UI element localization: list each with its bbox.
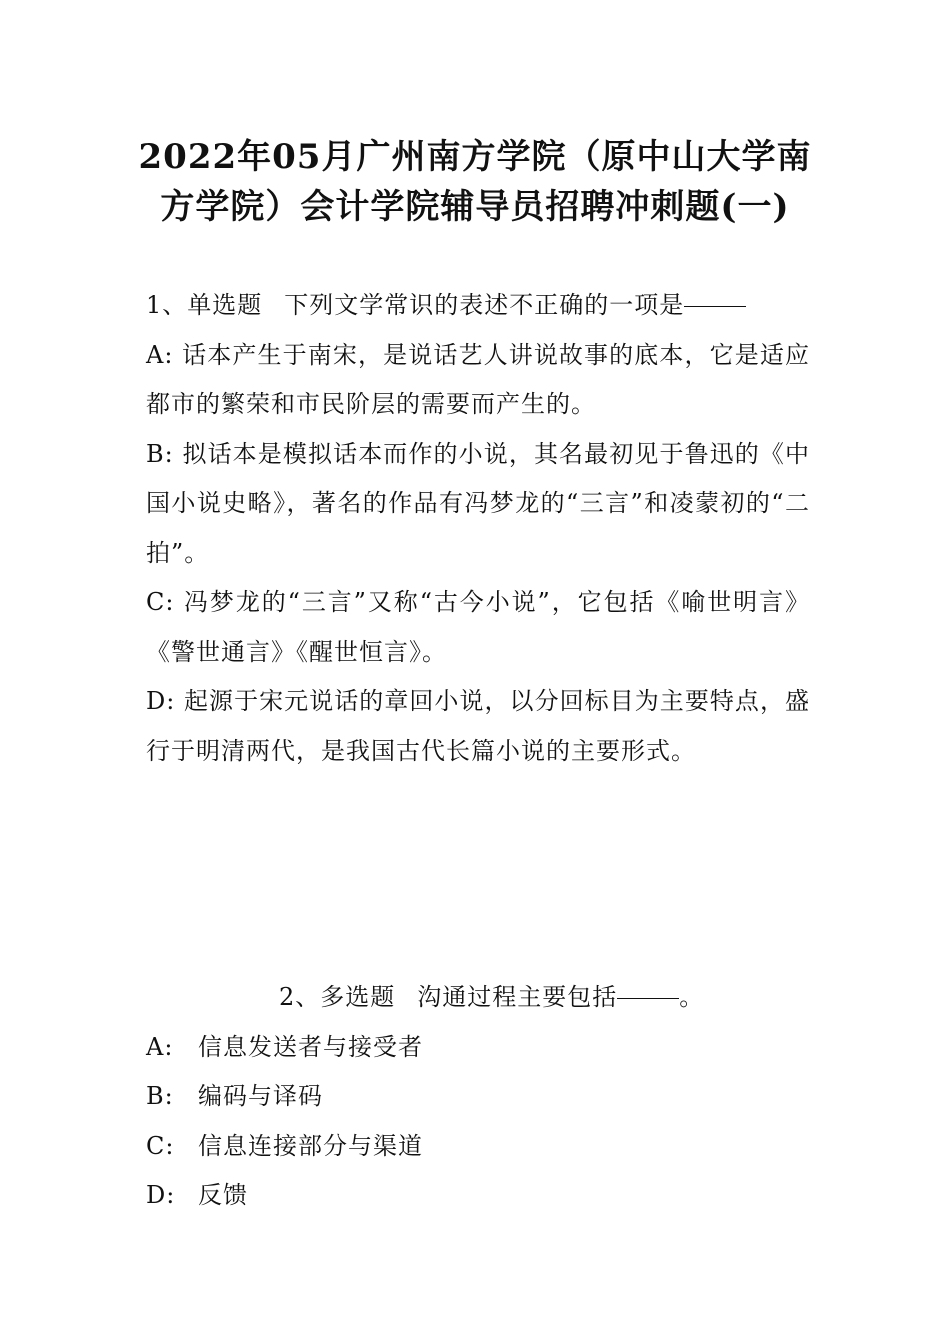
question-1-stem	[146, 281, 810, 331]
option-key: A:	[146, 340, 174, 369]
question-1-number: 1、单选题	[146, 291, 263, 319]
option-text: 冯梦龙的“三言”又称“古今小说”，它包括《喻世明言》《警世通言》《醒世恒言》。	[146, 588, 810, 666]
question-1-option-c	[146, 578, 810, 677]
question-1-text: 下列文学常识的表述不正确的一项是	[284, 291, 685, 319]
question-1-option-a	[146, 331, 810, 430]
option-key: B:	[146, 1082, 174, 1110]
question-2-text: 沟通过程主要包括	[417, 983, 618, 1011]
question-2-stem	[146, 973, 810, 1023]
document-title	[120, 132, 830, 232]
question-2-number: 2、多选题	[279, 983, 396, 1011]
question-2-option-a	[146, 1023, 810, 1073]
option-text: 信息发送者与接受者	[198, 1032, 423, 1061]
question-2-stem-end: 。	[679, 983, 705, 1011]
answer-blank	[684, 305, 746, 307]
question-2-option-d	[146, 1171, 810, 1221]
option-key: C:	[146, 588, 175, 616]
question-2-option-b	[146, 1072, 810, 1122]
title-line-2: 方学院）会计学院辅导员招聘冲刺题(一)	[160, 187, 790, 227]
option-text: 话本产生于南宋，是说话艺人讲说故事的底本，它是适应都市的繁荣和市民阶层的需要而产生的。	[146, 340, 810, 418]
question-2	[146, 973, 810, 1221]
option-text: 编码与译码	[198, 1082, 323, 1110]
option-key: C:	[146, 1131, 175, 1160]
option-text: 起源于宋元说话的章回小说，以分回标目为主要特点，盛行于明清两代，是我国古代长篇小说的主要形式。	[146, 687, 810, 765]
question-1	[146, 281, 810, 776]
question-1-option-b	[146, 430, 810, 579]
title-line-1: 2022年05月广州南方学院（原中山大学南	[138, 137, 812, 177]
question-1-option-d	[146, 677, 810, 776]
question-2-option-c	[146, 1122, 810, 1172]
option-text: 信息连接部分与渠道	[198, 1131, 423, 1160]
option-key: D:	[146, 1181, 176, 1209]
answer-blank	[617, 997, 679, 999]
option-key: D:	[146, 687, 176, 715]
option-text: 反馈	[198, 1181, 248, 1209]
option-key: B:	[146, 439, 174, 468]
option-key: A:	[146, 1032, 174, 1061]
option-text: 拟话本是模拟话本而作的小说，其名最初见于鲁迅的《中国小说史略》，著名的作品有冯梦龙的“三言”和凌蒙初的“二拍”。	[146, 439, 810, 567]
